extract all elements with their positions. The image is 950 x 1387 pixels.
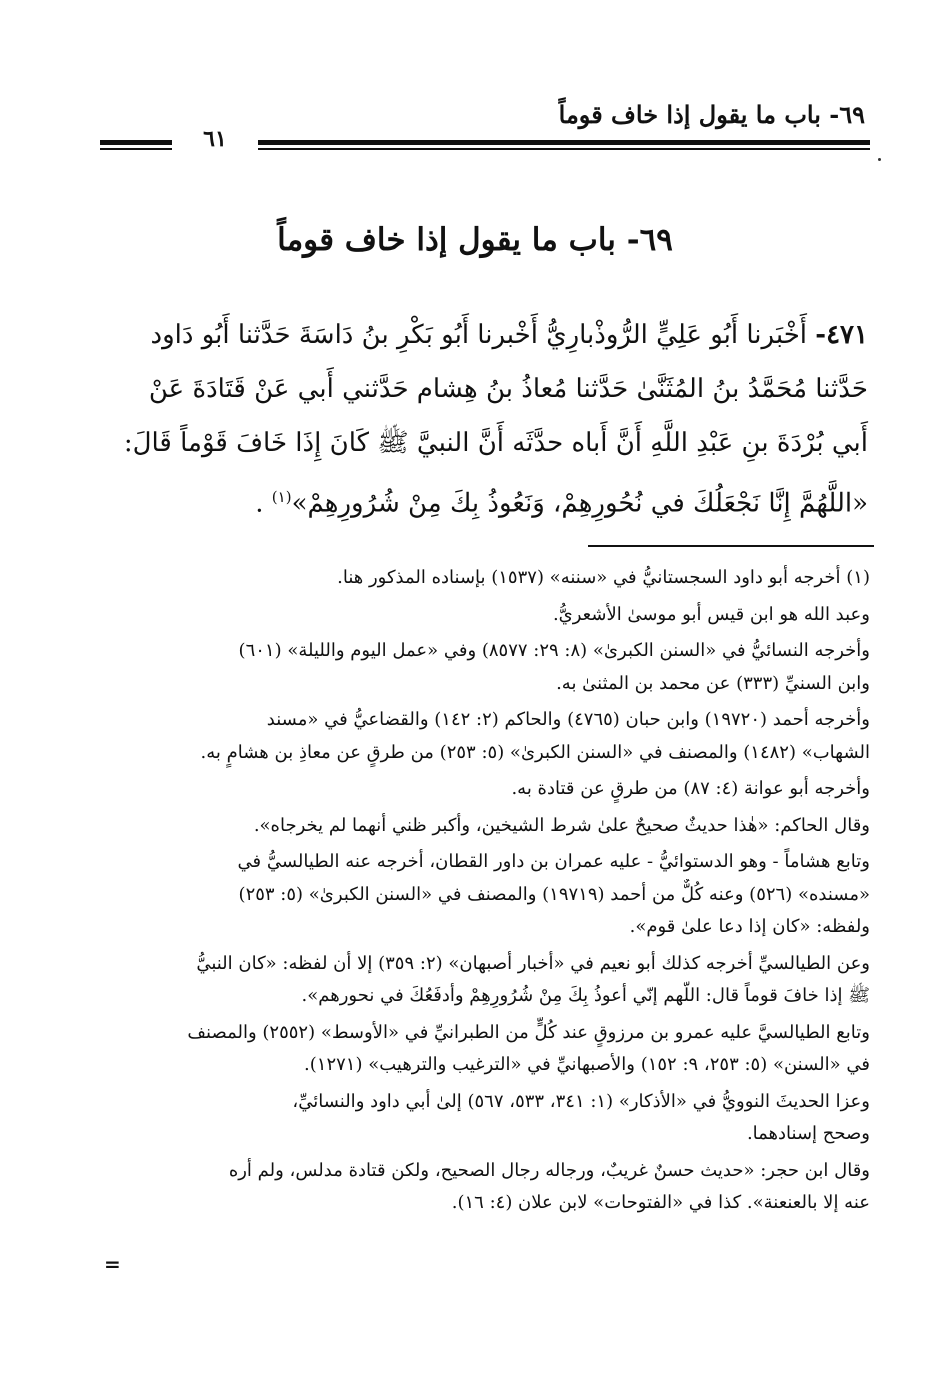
running-header-title: ٦٩- باب ما يقول إذا خاف قوماً [558, 100, 865, 129]
footnote-reference: (١) [271, 488, 292, 506]
hadith-line: أَبي بُرْدَةَ بنِ عَبْدِ اللَّهِ أَنَّ أَباه حدَّثَه أَنَّ النبيَّ ﷺ كَانَ إِذَا خَافَ قَوْماً قَالَ: [123, 428, 868, 458]
footnote-line: ولفظه: «كان إذا دعا علىٰ قوم». [629, 916, 870, 937]
footnote-paragraph [80, 562, 870, 595]
margin-dot [878, 158, 881, 161]
footnote-paragraph [80, 1086, 870, 1151]
footnote-paragraph [80, 1017, 870, 1082]
hadith-line: ٤٧١- أَخْبَرنا أَبُو عَلِيٍّ الرُّوذْبارِيُّ أَخْبرنا أَبُو بَكْرِ بنُ دَاسَةَ حَدَّثنا أَبُو دَاود [150, 320, 868, 350]
end-mark: . [255, 488, 264, 519]
footnote-line: وأخرجه النسائيُّ في «السنن الكبرىٰ» (٨: ٢٩: ٨٥٧٧) وفي «عمل اليوم والليلة» (٦٠١) [238, 640, 870, 661]
footnote-paragraph [80, 599, 870, 632]
page-number: ٦١ [203, 126, 227, 152]
footnote-separator [588, 545, 874, 547]
hadith-number: ٤٧١- [815, 320, 868, 350]
continuation-mark: = [104, 1252, 121, 1276]
footnote-line: وصحح إسنادهما. [746, 1123, 870, 1144]
footnote-line: وابن السنيِّ (٣٣٣) عن محمد بن المثنىٰ به. [556, 672, 870, 694]
footnote-line: وأخرجه أبو عوانة (٤: ٨٧) من طرقٍ عن قتادة به. [511, 778, 870, 799]
footnote-line: عنه إلا بالعنعنة». كذا في «الفتوحات» لابن علان (٤: ١٦). [451, 1192, 870, 1213]
footnote-line: وقال ابن حجر: «حديث حسنٌ غريبٌ، ورجاله رجال الصحيح، ولكن قتادة مدلس، ولم أره [228, 1159, 870, 1181]
header-rule-thin [258, 148, 870, 150]
header-rule-thick [258, 140, 870, 145]
page-number-rule-thin [100, 148, 172, 150]
footnote-line: وتابع هشاماً - وهو الدستوائيُّ - عليه عمران بن داور القطان، أخرجه عنه الطيالسيُّ في [237, 851, 870, 872]
footnote-paragraph [80, 1155, 870, 1220]
footnote-paragraph [80, 773, 870, 806]
footnote-line: وعن الطيالسيِّ أخرجه كذلك أبو نعيم في «أخبار أصبهان» (٢: ٣٥٩) إلا أن لفظه: «كان النبيُّ [196, 952, 870, 974]
hadith-line: حَدَّثنا مُحَمَّدُ بنُ المُثَنَّىٰ حَدَّثنا مُعاذُ بنُ هِشام حَدَّثني أَبي عَنْ قَتَادَةَ عَنْ [148, 374, 868, 404]
page-number-rule-thick [100, 140, 172, 145]
footnote-line: ﷺ إذا خافَ قوماً قال: اللّهم إنّي أعوذُ بِكَ مِنْ شُرُورِهِمْ وأدفَعُكَ في نحورهم». [301, 985, 870, 1006]
footnote-paragraph [80, 704, 870, 769]
footnote-line: وتابع الطيالسيَّ عليه عمرو بن مرزوقٍ عند كُلٍّ من الطبرانيِّ في «الأوسط» (٢٥٥٢) والمصنف [187, 1021, 870, 1043]
footnote-line: وعزا الحديثَ النوويُّ في «الأذكار» (١: ٣٤١، ٥٣٣، ٥٦٧) إلىٰ أبي داود والنسائيِّ، [292, 1090, 870, 1112]
footnotes [80, 562, 870, 1220]
footnote-line: في «السنن» (٥: ٢٥٣، ٩: ١٥٢) والأصبهانيِّ في «الترغيب والترهيب» (١٢٧١). [304, 1054, 870, 1075]
hadith-line: «اللَّهُمَّ إِنَّا نَجْعَلُكَ في نُحُورِهِمْ، وَنَعُوذُ بِكَ مِنْ شُرُورِهِمْ»$^{(١)}$ . [255, 488, 868, 519]
footnote-paragraph [80, 846, 870, 944]
chapter-title: ٦٩- باب ما يقول إذا خاف قوماً [277, 222, 673, 258]
footnote-line: «مسنده» (٥٢٦) وعنه كُلٌّ من أحمد (١٩٧١٩) والمصنف في «السنن الكبرىٰ» (٥: ٢٥٣) [238, 883, 870, 905]
footnote-line: وقال الحاكم: «هٰذا حديثٌ صحيحٌ علىٰ شرط الشيخين، وأكبر ظني أنهما لم يخرجاه». [253, 814, 870, 836]
footnote-line: (١) أخرجه أبو داود السجستانيُّ في «سننه» (١٥٣٧) بإسناده المذكور هنا. [337, 567, 870, 588]
footnote-paragraph [80, 810, 870, 843]
footnote-paragraph [80, 948, 870, 1013]
footnote-line: وعبد الله هو ابن قيس أبو موسىٰ الأشعريُّ. [552, 603, 870, 625]
footnote-line: وأخرجه أحمد (١٩٧٢٠) وابن حبان (٤٧٦٥) والحاكم (٢: ١٤٢) والقضاعيُّ في «مسند [266, 709, 870, 730]
footnote-line: الشهاب» (١٤٨٢) والمصنف في «السنن الكبرىٰ» (٥: ٢٥٣) من طرقٍ عن معاذِ بن هشامٍ به. [200, 741, 870, 763]
hadith-text [78, 308, 868, 531]
footnote-paragraph [80, 635, 870, 700]
